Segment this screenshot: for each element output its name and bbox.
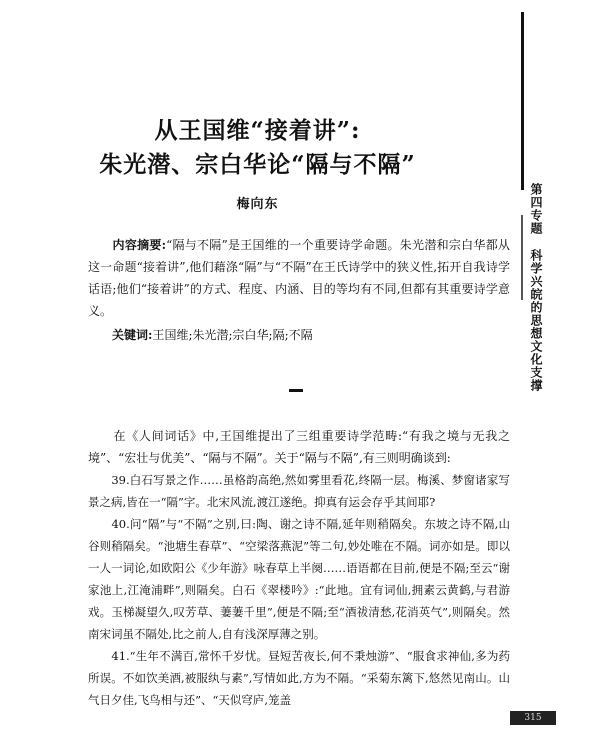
- separator: [289, 389, 303, 392]
- keywords-text: 王国维;朱光潜;宗白华;隔;不隔: [152, 328, 313, 342]
- running-header: [527, 183, 545, 392]
- quote-41: 41.“生年不满百,常怀千岁忧。昼短苦夜长,何不秉烛游”、“服食求神仙,多为药所误。不如饮美酒,被服纨与素”,写情如此,方为不隔。“采菊东篱下,悠然见南山。山气日夕佳,飞鸟相与还”、“天似穹庐,笼盖: [88, 649, 511, 707]
- abstract-label: 内容摘要:: [112, 238, 167, 252]
- abstract-text: “隔与不隔”是王国维的一个重要诗学命题。朱光潜和宗白华都从这一命题“接着讲”,他们藉涤“隔”与“不隔”在王氏诗学中的狭义性,拓开自我诗学话语;他们“接着讲”的方式、程度、内涵、目的等均有不同,但都有其重要诗学意义。: [88, 238, 510, 318]
- margin-rule: [521, 12, 524, 190]
- page-number: 315: [510, 711, 556, 725]
- title-line-1: 从王国维“接着讲”:: [154, 117, 361, 144]
- quote-39: 39.白石写景之作……虽格韵高绝,然如雾里看花,终隔一层。梅溪、梦窗诸家写景之病,皆在一“隔”字。北宋风流,渡江遂绝。抑真有运会存乎其间耶?: [88, 473, 510, 509]
- keywords-label: 关键词:: [112, 328, 153, 342]
- abstract: [88, 234, 510, 322]
- body-text: [88, 425, 510, 711]
- title-line-2: 朱光潜、宗白华论“隔与不隔”: [99, 151, 416, 178]
- section-label: 第四专题: [529, 183, 543, 235]
- margin-rule-lower: [521, 215, 523, 300]
- topic-label: 科学兴皖的思想文化支撑: [529, 249, 543, 392]
- keywords: [88, 324, 510, 346]
- intro-paragraph: 在《人间词话》中,王国维提出了三组重要诗学范畴:“有我之境与无我之境”、“宏壮与优美”、“隔与不隔”。关于“隔与不隔”,有三则明确谈到:: [88, 429, 510, 465]
- author: 梅向东: [236, 197, 279, 212]
- quote-40: 40.问“隔”与“不隔”之别,曰:陶、谢之诗不隔,延年则稍隔矣。东坡之诗不隔,山谷则稍隔矣。“池塘生春草”、“空梁落燕泥”等二句,妙处唯在不隔。词亦如是。即以一人一词论,如欧阳公《少年游》咏春草上半阕……语语都在目前,便是不隔;至云“谢家池上,江淹浦畔”,则隔矣。白石《翠楼吟》:“此地。宜有词仙,拥素云黄鹤,与君游戏。玉梯凝望久,叹芳草、萋萋千里”,便是不隔;至“酒祓清愁,花消英气”,则隔矣。然南宋词虽不隔处,比之前人,自有浅深厚薄之别。: [88, 517, 511, 641]
